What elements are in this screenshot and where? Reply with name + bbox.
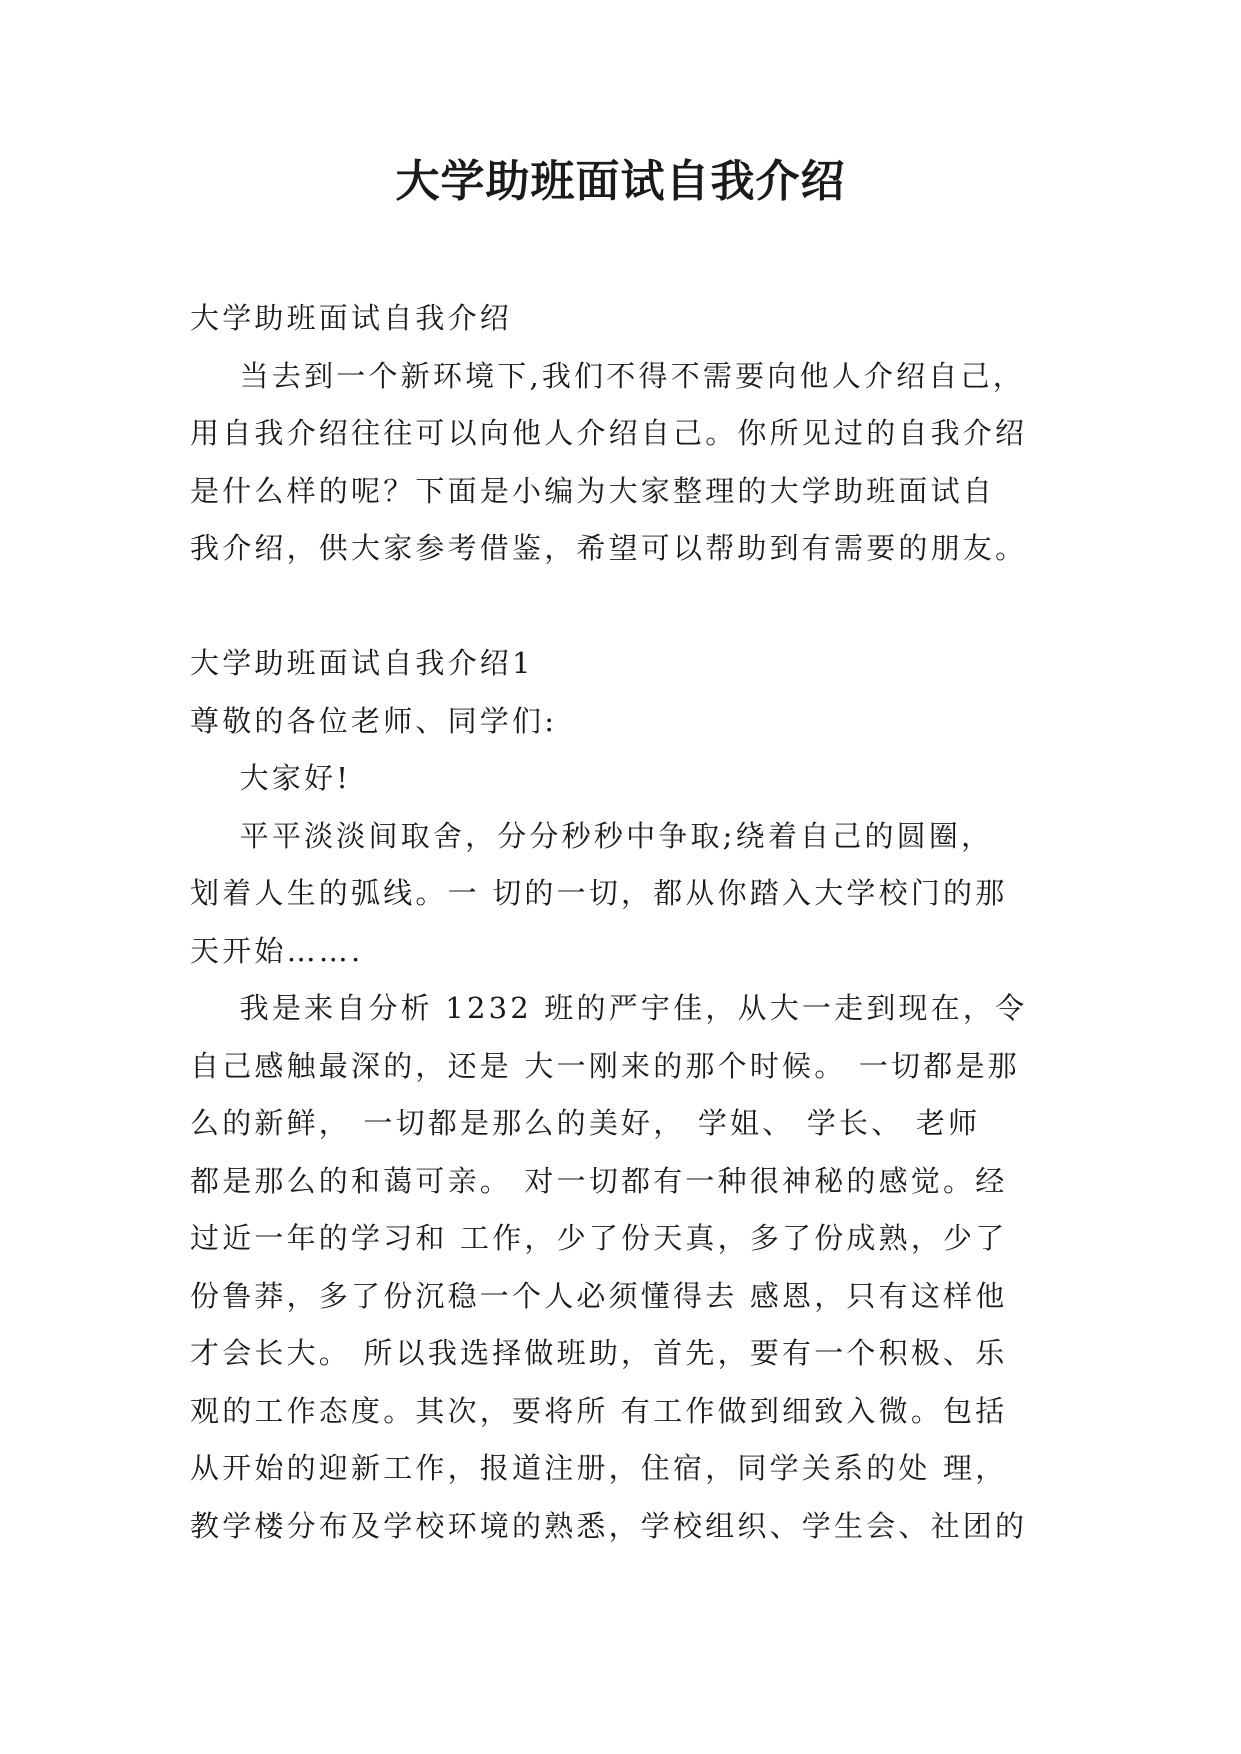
document-body bbox=[190, 290, 1060, 1555]
paragraph-line: 过近一年的学习和 工作，少了份天真，多了份成熟，少了 bbox=[190, 1221, 1008, 1255]
section-heading: 大学助班面试自我介绍1 bbox=[190, 646, 534, 680]
paragraph-line: 我是来自分析 1232 班的严宇佳，从大一走到现在，令 bbox=[190, 991, 1028, 1025]
paragraph-line: 是什么样的呢？下面是小编为大家整理的大学助班面试自 bbox=[190, 473, 996, 508]
paragraph-line: 从开始的迎新工作，报道注册，住宿，同学关系的处 理， bbox=[190, 1451, 1008, 1485]
paragraph-line: 划着人生的弧线。一 切的一切，都从你踏入大学校门的那 bbox=[190, 876, 1008, 910]
document-title: 大学助班面试自我介绍 bbox=[395, 156, 846, 207]
paragraph-line: 平平淡淡间取舍，分分秒秒中争取;绕着自己的圆圈， bbox=[190, 818, 994, 853]
section-heading: 大学助班面试自我介绍 bbox=[190, 301, 513, 335]
paragraph-line: 当去到一个新环境下,我们不得不需要向他人介绍自己， bbox=[190, 358, 1025, 393]
salutation: 尊敬的各位老师、同学们: bbox=[190, 703, 558, 738]
paragraph-line: 用自我介绍往往可以向他人介绍自己。你所见过的自我介绍 bbox=[190, 416, 1028, 450]
paragraph-line: 自己感触最深的，还是 大一刚来的那个时候。 一切都是那 bbox=[190, 1048, 1020, 1083]
paragraph-line: 份鲁莽，多了份沉稳一个人必须懂得去 感恩，只有这样他 bbox=[190, 1278, 1008, 1313]
greeting: 大家好! bbox=[190, 761, 352, 795]
paragraph-line: 天开始……. bbox=[190, 933, 364, 968]
paragraph-line: 观的工作态度。其次，要将所 有工作做到细致入微。包括 bbox=[190, 1393, 1008, 1428]
paragraph-line: 我介绍，供大家参考借鉴，希望可以帮助到有需要的朋友。 bbox=[190, 531, 1028, 565]
blank-line bbox=[190, 578, 1060, 636]
paragraph-line: 都是那么的和蔼可亲。 对一切都有一种很神秘的感觉。经 bbox=[190, 1163, 1008, 1198]
paragraph-line: 才会长大。 所以我选择做班助，首先，要有一个积极、乐 bbox=[190, 1336, 1008, 1370]
paragraph-line: 么的新鲜， 一切都是那么的美好， 学姐、 学长、 老师 bbox=[190, 1106, 981, 1140]
paragraph-line: 教学楼分布及学校环境的熟悉，学校组织、学生会、社团的 bbox=[190, 1508, 1028, 1543]
